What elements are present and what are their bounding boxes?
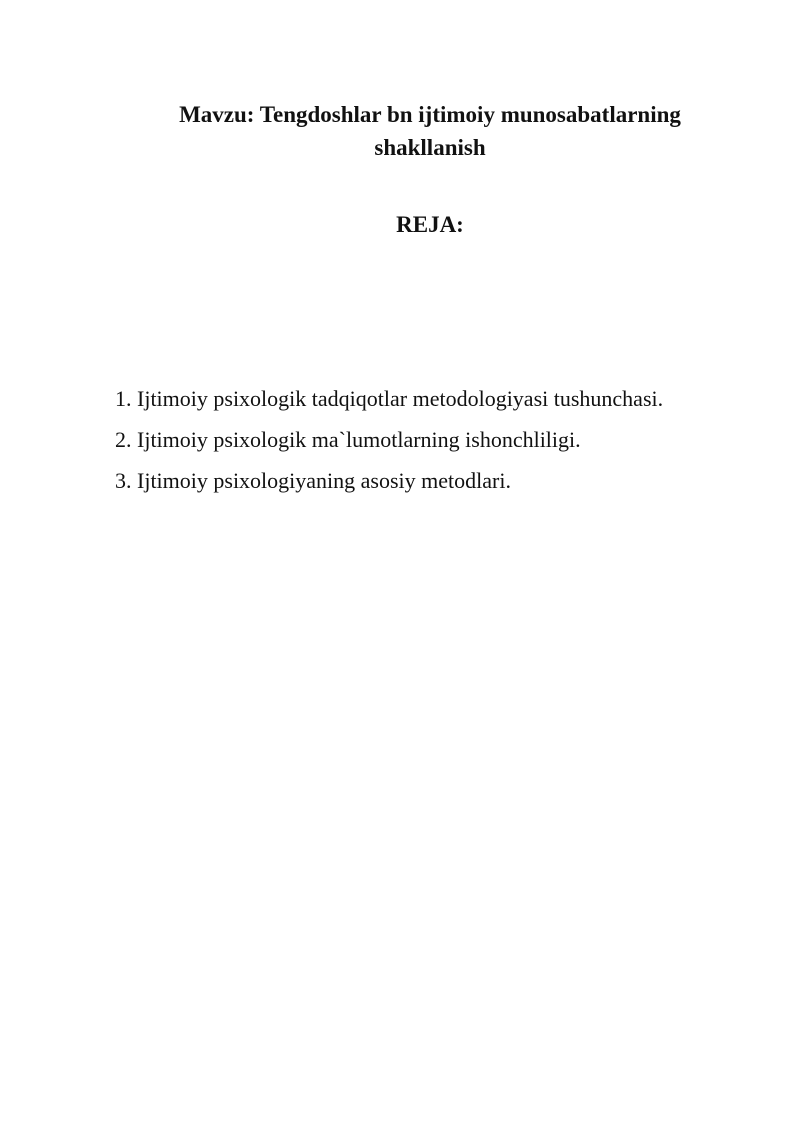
plan-heading: REJA: [396, 212, 464, 237]
document-title [120, 98, 740, 164]
plan-item: 2. Ijtimoiy psixologik ma`lumotlarning ishonchliligi. [115, 427, 581, 452]
plan-item: 1. Ijtimoiy psixologik tadqiqotlar metodologiyasi tushunchasi. [115, 386, 664, 411]
plan-item: 3. Ijtimoiy psixologiyaning asosiy metodlari. [115, 468, 511, 493]
title-line-1: Mavzu: Tengdoshlar bn ijtimoiy munosabatlarning [179, 102, 681, 127]
plan-list [115, 378, 663, 501]
title-line-2: shakllanish [374, 135, 486, 160]
